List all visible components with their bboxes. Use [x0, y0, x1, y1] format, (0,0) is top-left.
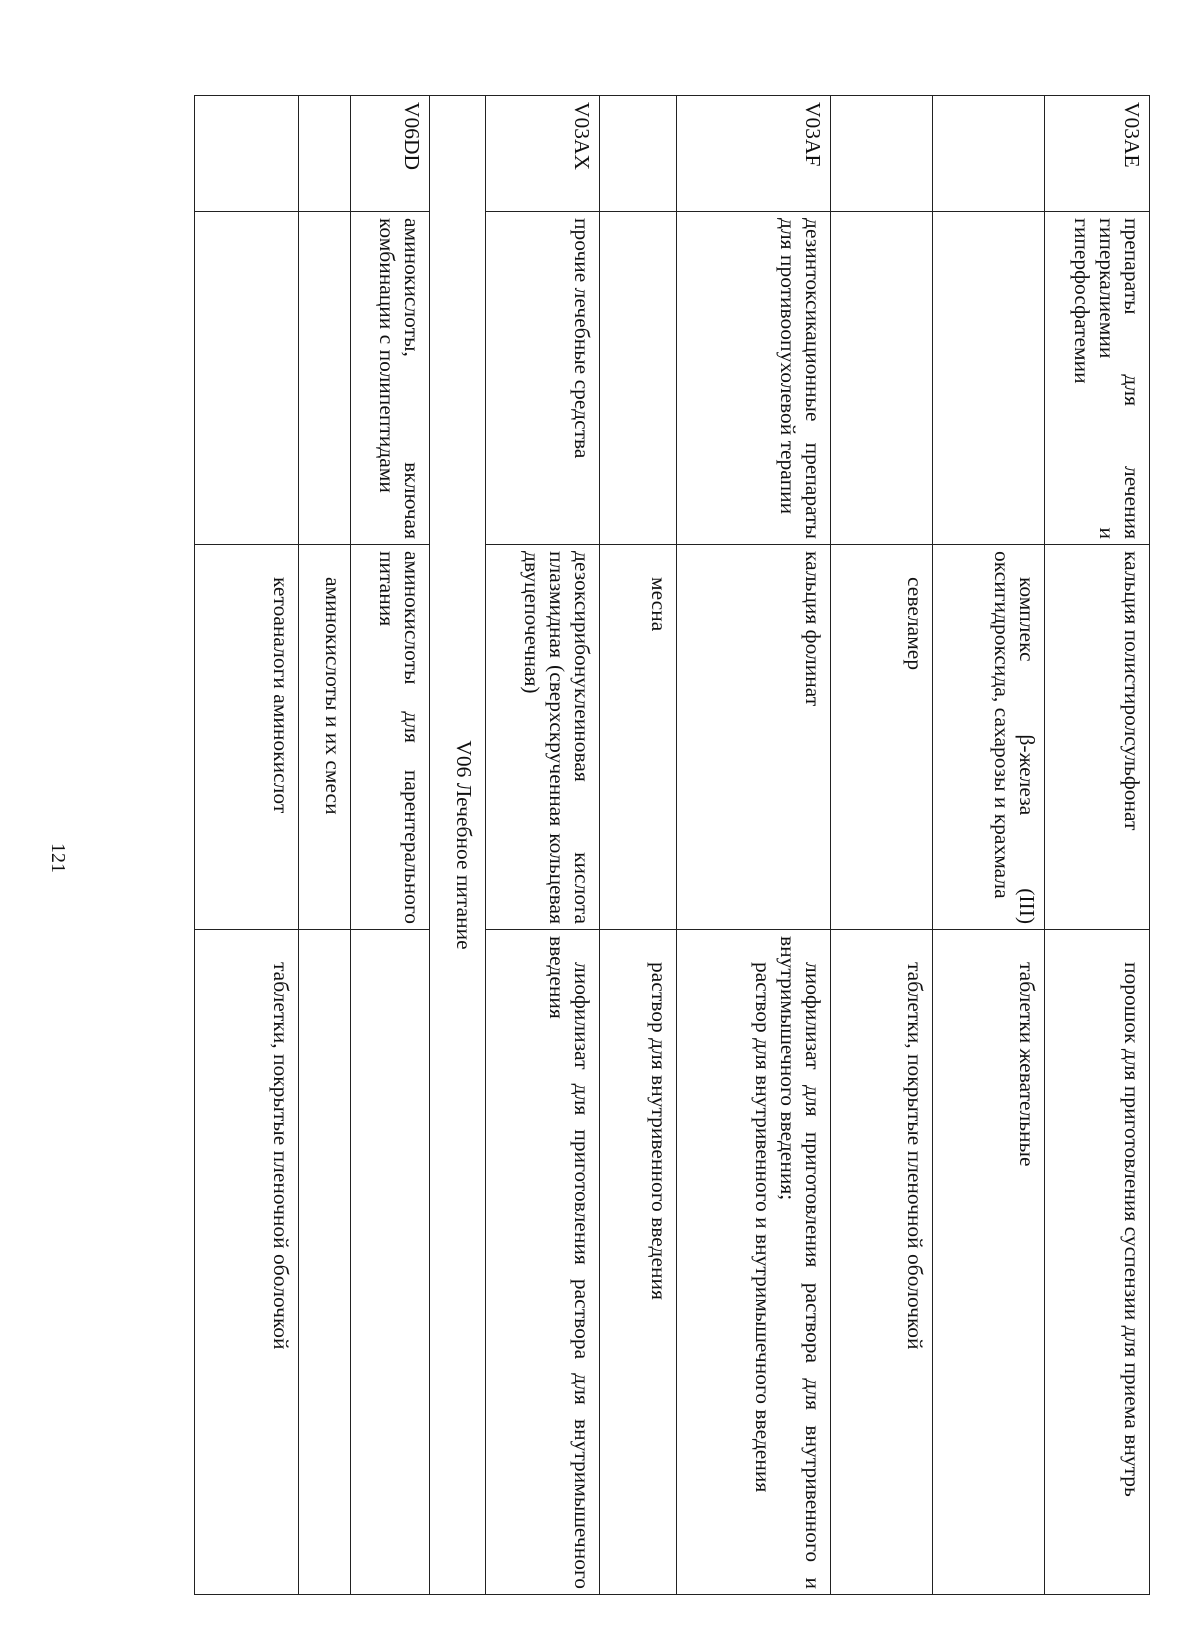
atc-code-cell	[600, 96, 677, 212]
table-row	[195, 96, 299, 1595]
dosage-form-cell	[1045, 930, 1150, 1595]
atc-code-cell: V03AF	[677, 96, 831, 212]
group-cell: аминокислоты, включая комбинации с полипептидами	[351, 212, 430, 545]
atc-code-cell	[933, 96, 1045, 212]
table-row	[351, 96, 430, 1595]
dosage-form-line: лиофилизат для приготовления раствора для внутривенного и внутримышечного введения;	[776, 936, 825, 1589]
group-cell	[600, 212, 677, 545]
substance-cell: аминокислоты и их смеси	[299, 545, 351, 930]
atc-code-cell	[195, 96, 299, 212]
section-heading: V06 Лечебное питание	[430, 96, 486, 1595]
dosage-form-cell	[299, 930, 351, 1595]
substance-cell: кальция фолинат	[677, 545, 831, 930]
page-number: 121	[47, 843, 69, 873]
group-cell	[831, 212, 933, 545]
atc-code-cell	[299, 96, 351, 212]
dosage-form-line: порошок для приготовления суспензии для приема внутрь	[1120, 962, 1144, 1497]
group-cell	[933, 212, 1045, 545]
dosage-form-cell	[933, 930, 1045, 1595]
dosage-form-cell	[195, 930, 299, 1595]
atc-code-cell: V06DD	[351, 96, 430, 212]
group-cell: прочие лечебные средства	[486, 212, 600, 545]
substance-cell: севеламер	[831, 545, 933, 930]
atc-code-cell	[831, 96, 933, 212]
dosage-form-line: таблетки жевательные	[1015, 962, 1039, 1167]
substance-cell: комплекс β-железа (III) оксигидроксида, сахарозы и крахмала	[933, 545, 1045, 930]
table-row	[831, 96, 933, 1595]
dosage-form-line: раствор для внутривенного введения	[647, 962, 671, 1300]
dosage-form-line: таблетки, покрытые пленочной оболочкой	[903, 962, 927, 1350]
table-row	[486, 96, 600, 1595]
substance-cell: месна	[600, 545, 677, 930]
substance-cell: кетоаналоги аминокислот	[195, 545, 299, 930]
atc-code-cell: V03AX	[486, 96, 600, 212]
dosage-form-cell	[351, 930, 430, 1595]
group-cell: препараты для лечения гиперкалиемии и гиперфосфатемии	[1045, 212, 1150, 545]
dosage-form-line: лиофилизат для приготовления раствора для внутримышечного введения	[545, 936, 594, 1589]
table-row	[1045, 96, 1150, 1595]
table-row	[600, 96, 677, 1595]
group-cell	[195, 212, 299, 545]
dosage-form-cell	[677, 930, 831, 1595]
dosage-form-line: таблетки, покрытые пленочной оболочкой	[269, 962, 293, 1350]
table-row	[299, 96, 351, 1595]
table-row	[933, 96, 1045, 1595]
dosage-form-line: раствор для внутривенного и внутримышечного введения	[751, 962, 775, 1493]
substance-cell: аминокислоты для парентерального питания	[351, 545, 430, 930]
group-cell	[299, 212, 351, 545]
substance-cell: дезоксирибонуклеиновая кислота плазмидная (сверхскрученная кольцевая двуцепочечная)	[486, 545, 600, 930]
dosage-form-cell	[600, 930, 677, 1595]
table-row	[677, 96, 831, 1595]
rotated-page-content	[118, 95, 1150, 1594]
group-cell: дезинтоксикационные препараты для противоопухолевой терапии	[677, 212, 831, 545]
section-row	[430, 96, 486, 1595]
dosage-form-cell	[486, 930, 600, 1595]
dosage-form-cell	[831, 930, 933, 1595]
drug-table	[194, 95, 1150, 1595]
atc-code-cell: V03AE	[1045, 96, 1150, 212]
substance-cell: кальция полистиролсульфонат	[1045, 545, 1150, 930]
